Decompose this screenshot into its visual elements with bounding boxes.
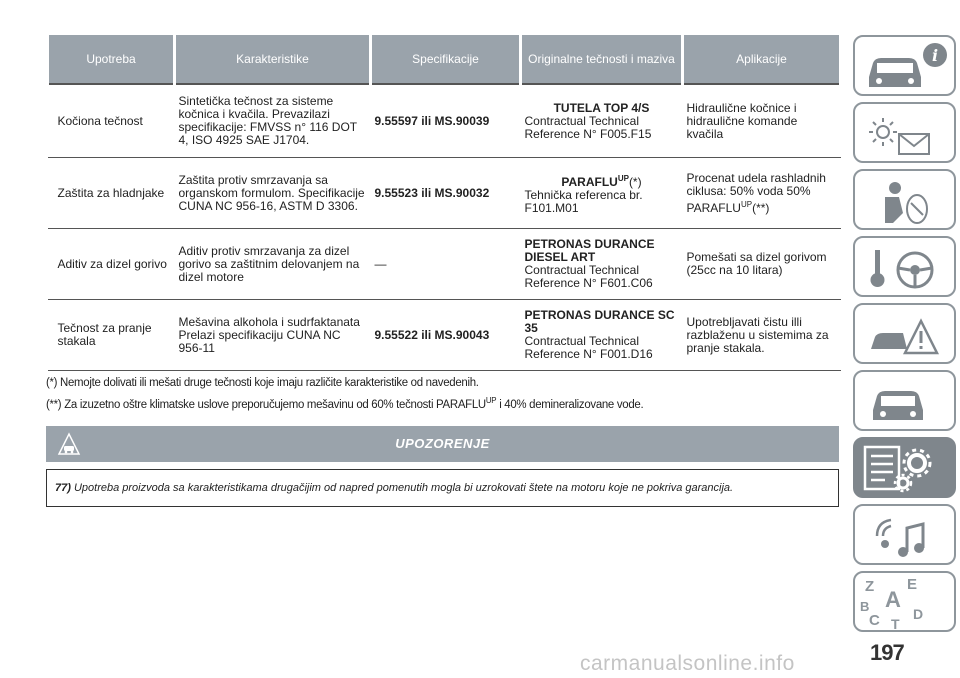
fluids-table — [46, 35, 842, 371]
characteristics-cell: Mešavina alkohola i sudrfaktanata Prelazi specifikaciju CUNA NC 956-11 — [175, 300, 371, 371]
watermark: carmanualsonline.info — [580, 652, 795, 675]
warning-header — [46, 426, 839, 462]
specification-cell: 9.55522 ili MS.90043 — [371, 300, 521, 371]
car-maintenance-icon — [855, 372, 958, 433]
product-detail: Contractual Technical Reference N° F601.C06 — [524, 263, 653, 290]
tab-emergency[interactable] — [853, 303, 956, 364]
index-icon — [855, 573, 958, 634]
footnote-2-end: i 40% demineralizovane vode. — [496, 398, 644, 411]
header-applications: Aplikacije — [683, 35, 841, 84]
table-row — [48, 229, 841, 300]
table-header-row — [48, 35, 841, 84]
usage-cell: Aditiv za dizel gorivo — [48, 229, 175, 300]
product-cell — [521, 300, 683, 371]
footnote-1: (*) Nemojte dolivati ili mešati druge tečnosti koje imaju različite karakteristike od navedenih. — [46, 377, 479, 389]
specification-cell: — — [371, 229, 521, 300]
warning-number: 77) — [55, 482, 71, 494]
product-sup: UP — [617, 173, 629, 183]
product-cell — [521, 158, 683, 229]
tab-key-steering[interactable] — [853, 236, 956, 297]
product-name: PARAFLU — [561, 174, 618, 189]
tab-airbag-seat[interactable] — [853, 169, 956, 230]
warning-text: Upotreba proizvoda sa karakteristikama drugačijim od napred pomenutih mogla bi uzrokovati štete na motoru koje ne pokriva garancija. — [73, 482, 734, 494]
index-letter: C — [869, 612, 880, 629]
tab-technical-data[interactable] — [853, 437, 956, 498]
tab-car-info[interactable] — [853, 35, 956, 96]
application-cell — [683, 158, 841, 229]
tab-warning-lights[interactable] — [853, 102, 956, 163]
tab-index[interactable] — [853, 571, 956, 632]
product-name-line — [525, 172, 679, 189]
usage-cell: Zaštita za hladnjake — [48, 158, 175, 229]
usage-cell: Tečnost za pranje stakala — [48, 300, 175, 371]
application-cell: Hidraulične kočnice i hidraulične komande kvačila — [683, 84, 841, 158]
footnotes — [46, 375, 841, 414]
index-letter: E — [907, 576, 918, 593]
index-letter: B — [860, 599, 870, 614]
warning-box — [46, 469, 839, 507]
key-steering-icon — [855, 238, 958, 299]
application-cell: Upotrebljavati čistu illi razblaženu u sistemima za pranje stakala. — [683, 300, 841, 371]
page-number: 197 — [870, 640, 904, 665]
index-letter: A — [885, 587, 901, 612]
header-usage: Upotreba — [48, 35, 175, 84]
warning-title: UPOZORENJE — [395, 436, 490, 451]
car-info-icon — [855, 37, 958, 98]
product-mark: (*) — [628, 174, 642, 189]
characteristics-cell: Zaštita protiv smrzavanja sa organskom formulom. Specifikacije CUNA NC 956-16, ASTM D 3306. — [175, 158, 371, 229]
characteristics-cell: Sintetička tečnost za sisteme kočnica i kvačila. Prevazilazi specifikacije: FMVSS n° 116 DOT 4, ISO 4925 SAE J1704. — [175, 84, 371, 158]
application-text: Procenat udela rashladnih ciklusa: 50% voda 50% PARAFLU — [686, 170, 826, 215]
specification-cell: 9.55597 ili MS.90039 — [371, 84, 521, 158]
multimedia-icon — [855, 506, 958, 567]
header-characteristics: Karakteristike — [175, 35, 371, 84]
footnote-2-text: (**) Za izuzetno oštre klimatske uslove preporučujemo mešavinu od 60% tečnosti PARAFLU — [46, 398, 486, 411]
product-cell — [521, 229, 683, 300]
footnote-2 — [46, 392, 841, 414]
table-row — [48, 300, 841, 371]
header-specifications: Specifikacije — [371, 35, 521, 84]
application-sup: UP — [740, 199, 753, 209]
warning-lights-icon — [855, 104, 958, 165]
footnote-2-sup: UP — [485, 396, 497, 405]
specification-cell: 9.55523 ili MS.90032 — [371, 158, 521, 229]
tab-car-maintenance[interactable] — [853, 370, 956, 431]
product-cell — [521, 84, 683, 158]
product-name: TUTELA TOP 4/S — [553, 100, 650, 115]
table-row — [48, 158, 841, 229]
header-original-fluids: Originalne tečnosti i maziva — [521, 35, 683, 84]
emergency-icon — [855, 305, 958, 366]
tab-multimedia[interactable] — [853, 504, 956, 565]
product-detail: Contractual Technical Reference N° F005.F15 — [524, 113, 652, 141]
application-mark: (**) — [752, 200, 770, 215]
characteristics-cell: Aditiv protiv smrzavanja za dizel gorivo sa zaštitnim delovanjem na dizel motore — [175, 229, 371, 300]
index-letter: T — [891, 616, 900, 632]
index-letter: Z — [865, 578, 875, 595]
usage-cell: Kočiona tečnost — [48, 84, 175, 158]
warning-text-line — [55, 482, 733, 494]
svg-text:i: i — [931, 46, 939, 65]
technical-data-icon — [855, 439, 958, 500]
application-cell: Pomešati sa dizel gorivom (25cc na 10 litara) — [683, 229, 841, 300]
product-detail: Contractual Technical Reference N° F001.D16 — [524, 334, 653, 361]
product-name: PETRONAS DURANCE DIESEL ART — [524, 237, 655, 264]
airbag-seat-icon — [855, 171, 958, 232]
product-name: PETRONAS DURANCE SC 35 — [524, 308, 675, 335]
index-letter: D — [913, 606, 924, 622]
table-row — [48, 84, 841, 158]
product-detail: Tehnička referenca br. F101.M01 — [524, 187, 643, 215]
